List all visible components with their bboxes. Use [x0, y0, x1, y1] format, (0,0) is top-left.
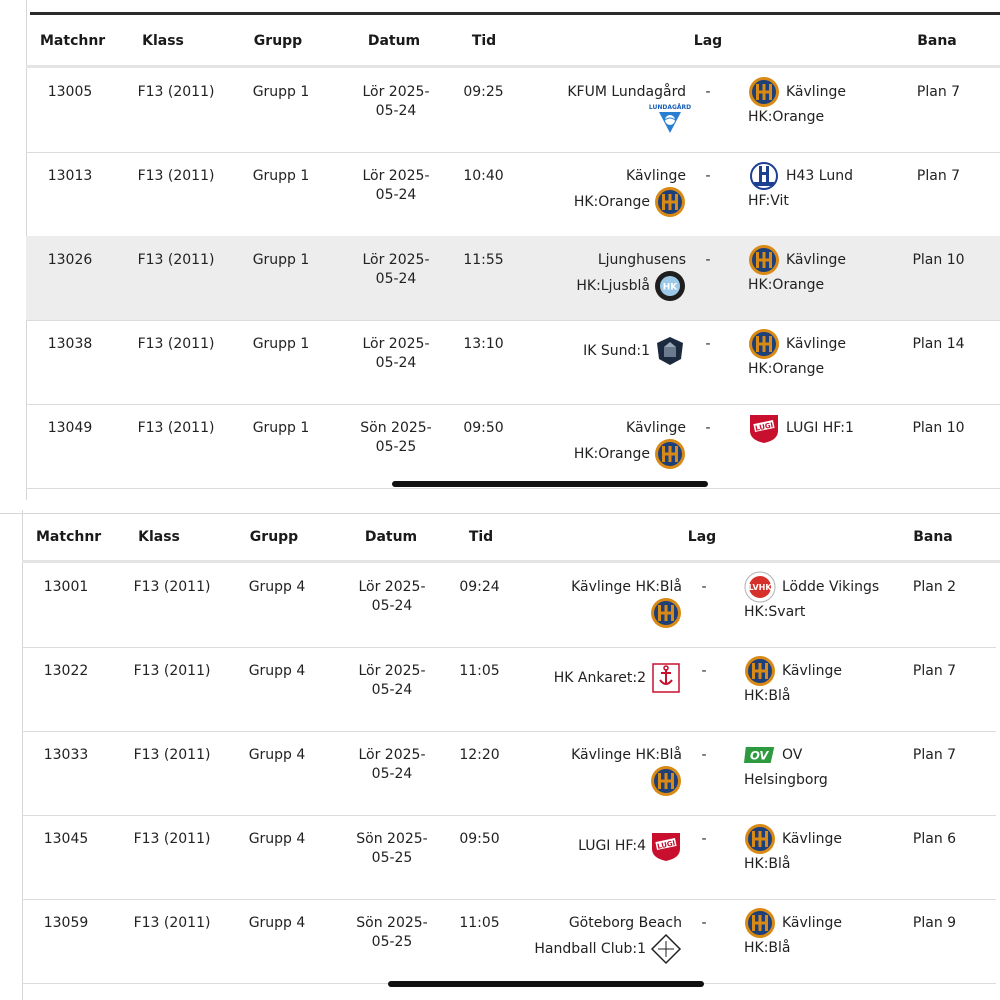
datum-line-1: Lör 2025-: [358, 579, 426, 595]
header-klass[interactable]: Klass: [142, 33, 184, 49]
away-team-name-2: Helsingborg: [744, 772, 828, 788]
away-team-name-2: HK:Orange: [748, 109, 825, 125]
home-team[interactable]: [506, 83, 692, 134]
kavlinge-hk-logo: [654, 186, 686, 218]
table-row[interactable]: [26, 236, 1000, 321]
svg-text:LUNDAGÅRD: LUNDAGÅRD: [648, 104, 692, 111]
datum-cell: [347, 746, 437, 784]
table-header: [0, 15, 1000, 65]
header-lag[interactable]: Lag: [693, 33, 723, 49]
ljunghusens-hk-logo: [654, 270, 686, 302]
header-grupp[interactable]: Grupp: [249, 529, 299, 545]
bana-cell[interactable]: Plan 14: [912, 336, 965, 352]
kavlinge-hk-logo: [748, 328, 780, 360]
header-grupp[interactable]: Grupp: [253, 33, 303, 49]
away-team[interactable]: [744, 571, 904, 622]
table-row[interactable]: [22, 731, 996, 816]
datum-cell: [347, 578, 437, 616]
datum-cell: [351, 335, 441, 373]
bana-cell[interactable]: Plan 7: [912, 747, 957, 763]
klass-cell[interactable]: F13 (2011): [133, 747, 211, 763]
datum-line-2: 05-24: [375, 271, 417, 287]
header-lag[interactable]: Lag: [687, 529, 717, 545]
grupp-cell[interactable]: Grupp 1: [252, 252, 310, 268]
match-number[interactable]: 13038: [47, 336, 93, 352]
home-team[interactable]: [502, 914, 682, 965]
datum-cell: [347, 662, 437, 700]
panel-separator: [0, 500, 1000, 510]
away-team-name-2: HK:Blå: [744, 940, 791, 956]
away-team-name-2: HK:Orange: [748, 361, 825, 377]
datum-line-1: Sön 2025-: [356, 915, 428, 931]
vs-separator: -: [701, 663, 707, 679]
match-number[interactable]: 13045: [43, 831, 89, 847]
table-row[interactable]: [22, 815, 996, 900]
tid-cell: 12:20: [459, 747, 500, 763]
header-matchnr[interactable]: Matchnr: [36, 529, 102, 545]
svg-text:LVHK: LVHK: [748, 583, 772, 592]
table-row[interactable]: [26, 152, 1000, 237]
grupp-cell[interactable]: Grupp 4: [248, 747, 306, 763]
tid-cell: 09:50: [459, 831, 500, 847]
bana-cell[interactable]: Plan 7: [916, 84, 961, 100]
match-number[interactable]: 13001: [43, 579, 89, 595]
datum-line-1: Sön 2025-: [360, 420, 432, 436]
home-team-name-2: HK:Ljusblå: [576, 277, 650, 294]
datum-cell: [347, 830, 437, 868]
table-header: [0, 510, 1000, 560]
datum-line-1: Sön 2025-: [356, 831, 428, 847]
datum-line-2: 05-24: [375, 355, 417, 371]
schedule-panel-group-4: [0, 510, 1000, 1000]
home-team-name: Ljunghusens: [597, 252, 686, 268]
bana-cell[interactable]: Plan 7: [912, 663, 957, 679]
table-row[interactable]: [26, 404, 1000, 489]
datum-cell: [347, 914, 437, 952]
kavlinge-hk-logo: [650, 765, 682, 797]
tid-cell: 13:10: [463, 336, 504, 352]
kavlinge-hk-logo: [650, 597, 682, 629]
klass-cell[interactable]: F13 (2011): [137, 168, 215, 184]
home-team-name: KFUM Lundagård: [567, 84, 686, 100]
datum-line-1: Lör 2025-: [362, 84, 430, 100]
bana-cell[interactable]: Plan 6: [912, 831, 957, 847]
datum-line-2: 05-25: [371, 934, 413, 950]
bana-cell[interactable]: Plan 10: [912, 420, 965, 436]
away-team[interactable]: [744, 739, 904, 790]
home-team-name: LUGI HF:4: [578, 837, 646, 854]
klass-cell[interactable]: F13 (2011): [133, 663, 211, 679]
bana-cell[interactable]: Plan 9: [912, 915, 957, 931]
h43-lund-logo: [748, 160, 780, 192]
grupp-cell[interactable]: Grupp 4: [248, 915, 306, 931]
away-team-name: LUGI HF:1: [786, 419, 854, 436]
ik-sund-logo: [654, 335, 686, 367]
away-team[interactable]: [744, 823, 904, 874]
home-team-name: Göteborg Beach: [568, 915, 682, 931]
header-matchnr[interactable]: Matchnr: [40, 33, 106, 49]
away-team-name: Lödde Vikings: [782, 578, 880, 595]
klass-cell[interactable]: F13 (2011): [133, 915, 211, 931]
vs-separator: -: [701, 915, 707, 931]
match-number[interactable]: 13013: [47, 168, 93, 184]
datum-cell: [351, 83, 441, 121]
bana-cell[interactable]: Plan 10: [912, 252, 965, 268]
kavlinge-hk-logo: [744, 823, 776, 855]
vs-separator: -: [705, 168, 711, 184]
hk-ankaret-logo: [650, 662, 682, 694]
home-team-name: Kävlinge HK:Blå: [571, 579, 682, 595]
table-row[interactable]: [26, 320, 1000, 405]
home-team[interactable]: [502, 662, 682, 694]
home-team[interactable]: [502, 746, 682, 797]
klass-cell[interactable]: F13 (2011): [137, 420, 215, 436]
away-team-name-2: HK:Orange: [748, 277, 825, 293]
away-team[interactable]: [748, 244, 908, 295]
grupp-cell[interactable]: Grupp 1: [252, 168, 310, 184]
home-team-name-2: Handball Club:1: [534, 940, 646, 957]
home-team-name: Kävlinge: [626, 420, 686, 436]
datum-cell: [351, 419, 441, 457]
away-team[interactable]: [748, 76, 908, 127]
home-team-name: Kävlinge HK:Blå: [571, 747, 682, 763]
header-bana[interactable]: Bana: [913, 529, 953, 545]
match-number[interactable]: 13022: [43, 663, 89, 679]
home-team-name-2: HK:Orange: [573, 193, 650, 210]
home-team[interactable]: [502, 578, 682, 629]
lugi-hf-logo: [650, 830, 682, 862]
home-team[interactable]: [506, 419, 686, 470]
match-number[interactable]: 13033: [43, 747, 89, 763]
horizontal-scrollbar[interactable]: [392, 481, 708, 487]
svg-text:OV: OV: [749, 748, 769, 763]
away-team-name: Kävlinge: [782, 914, 842, 931]
home-team[interactable]: [502, 830, 682, 862]
ov-helsingborg-logo: [744, 739, 776, 771]
kfum-lundagard-logo: [648, 102, 692, 134]
datum-line-2: 05-25: [371, 850, 413, 866]
away-team-name: OV: [782, 746, 803, 763]
home-team[interactable]: [506, 167, 686, 218]
datum-line-1: Lör 2025-: [362, 252, 430, 268]
vs-separator: -: [705, 336, 711, 352]
header-tid[interactable]: Tid: [468, 529, 494, 545]
svg-text:LUGI: LUGI: [754, 421, 774, 433]
grupp-cell[interactable]: Grupp 4: [248, 831, 306, 847]
vs-separator: -: [701, 831, 707, 847]
grupp-cell[interactable]: Grupp 1: [252, 420, 310, 436]
klass-cell[interactable]: F13 (2011): [137, 84, 215, 100]
match-number[interactable]: 13059: [43, 915, 89, 931]
away-team-name: Kävlinge: [786, 251, 846, 268]
home-team-name: HK Ankaret:2: [553, 669, 646, 686]
datum-line-2: 05-24: [371, 766, 413, 782]
home-team-name: Kävlinge: [626, 168, 686, 184]
grupp-cell[interactable]: Grupp 1: [252, 336, 310, 352]
tid-cell: 09:24: [459, 579, 500, 595]
lugi-hf-logo: [748, 412, 780, 444]
tid-cell: 09:25: [463, 84, 504, 100]
goteborg-beach-logo: [650, 933, 682, 965]
vs-separator: -: [705, 420, 711, 436]
home-team[interactable]: [506, 335, 686, 367]
kavlinge-hk-logo: [654, 438, 686, 470]
away-team-name: Kävlinge: [782, 662, 842, 679]
kavlinge-hk-logo: [744, 907, 776, 939]
home-team-name: IK Sund:1: [583, 342, 650, 359]
kavlinge-hk-logo: [748, 244, 780, 276]
home-team-name-2: HK:Orange: [573, 445, 650, 462]
vs-separator: -: [705, 252, 711, 268]
away-team[interactable]: [744, 655, 904, 706]
tid-cell: 10:40: [463, 168, 504, 184]
datum-cell: [351, 167, 441, 205]
svg-text:LUGI: LUGI: [656, 839, 676, 851]
away-team[interactable]: [748, 412, 908, 444]
header-tid[interactable]: Tid: [471, 33, 497, 49]
bana-cell[interactable]: Plan 2: [912, 579, 957, 595]
table-row[interactable]: [22, 647, 996, 732]
datum-line-2: 05-24: [375, 187, 417, 203]
header-datum[interactable]: Datum: [367, 33, 421, 49]
away-team[interactable]: [748, 328, 908, 379]
bana-cell[interactable]: Plan 7: [916, 168, 961, 184]
datum-cell: [351, 251, 441, 289]
match-number[interactable]: 13005: [47, 84, 93, 100]
away-team-name: Kävlinge: [786, 335, 846, 352]
tid-cell: 11:55: [463, 252, 504, 268]
tid-cell: 09:50: [463, 420, 504, 436]
away-team-name-2: HK:Blå: [744, 688, 791, 704]
away-team-name-2: HK:Blå: [744, 856, 791, 872]
match-number[interactable]: 13049: [47, 420, 93, 436]
table-row[interactable]: [26, 68, 1000, 153]
away-team-name-2: HK:Svart: [744, 604, 806, 620]
match-number[interactable]: 13026: [47, 252, 93, 268]
vs-separator: -: [701, 747, 707, 763]
klass-cell[interactable]: F13 (2011): [133, 579, 211, 595]
home-team[interactable]: [506, 251, 686, 302]
lodde-vikings-logo: [744, 571, 776, 603]
away-team-name-2: HF:Vit: [748, 193, 789, 209]
grupp-cell[interactable]: Grupp 4: [248, 579, 306, 595]
grupp-cell[interactable]: Grupp 1: [252, 84, 310, 100]
header-bana[interactable]: Bana: [917, 33, 957, 49]
grupp-cell[interactable]: Grupp 4: [248, 663, 306, 679]
header-klass[interactable]: Klass: [138, 529, 180, 545]
klass-cell[interactable]: F13 (2011): [137, 252, 215, 268]
vs-separator: -: [701, 579, 707, 595]
datum-line-2: 05-24: [371, 598, 413, 614]
away-team-name: Kävlinge: [782, 830, 842, 847]
klass-cell[interactable]: F13 (2011): [133, 831, 211, 847]
away-team[interactable]: [748, 160, 908, 211]
datum-line-1: Lör 2025-: [358, 747, 426, 763]
kavlinge-hk-logo: [748, 76, 780, 108]
away-team-name: Kävlinge: [786, 83, 846, 100]
datum-line-1: Lör 2025-: [362, 336, 430, 352]
datum-line-1: Lör 2025-: [358, 663, 426, 679]
header-datum[interactable]: Datum: [364, 529, 418, 545]
away-team[interactable]: [744, 907, 904, 958]
svg-text:HK: HK: [662, 282, 678, 293]
tid-cell: 11:05: [459, 915, 500, 931]
kavlinge-hk-logo: [744, 655, 776, 687]
datum-line-2: 05-24: [375, 103, 417, 119]
table-row[interactable]: [22, 899, 996, 984]
datum-line-2: 05-25: [375, 439, 417, 455]
tid-cell: 11:05: [459, 663, 500, 679]
datum-line-1: Lör 2025-: [362, 168, 430, 184]
datum-line-2: 05-24: [371, 682, 413, 698]
table-row[interactable]: [22, 563, 996, 648]
klass-cell[interactable]: F13 (2011): [137, 336, 215, 352]
away-team-name: H43 Lund: [786, 167, 853, 184]
horizontal-scrollbar[interactable]: [388, 981, 704, 987]
vs-separator: -: [705, 84, 711, 100]
